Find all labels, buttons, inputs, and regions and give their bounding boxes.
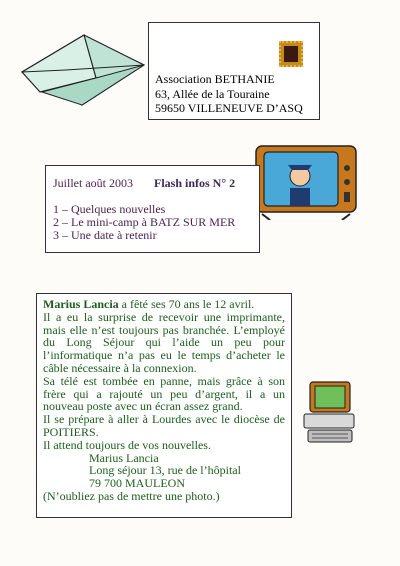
list-item: 2 – Le mini-camp à BATZ SUR MER (53, 215, 236, 229)
intro-text: a fêté ses 70 ans le 12 avril. (118, 297, 255, 311)
issue-date: Juillet août 2003 (53, 176, 133, 190)
contents-list (53, 203, 235, 242)
address-line: 63, Allée de la Touraine (155, 86, 270, 101)
list-item: 3 – Une date à retenir (53, 228, 157, 242)
paragraph: Il a eu la surprise de recevoir une imprimante, mais elle n’est toujours pas branchée. L’employé du Long Séjour qui l’aide un peu pour l’informatique n’a pas eu le temps d’acheter le câble nécessaire à la connexion. (43, 309, 285, 375)
article-subject: Marius Lancia (43, 297, 119, 311)
address-line: Association BETHANIE (155, 72, 275, 86)
stamp-icon (279, 41, 303, 67)
address-line: 59650 VILLENEUVE D’ASQ (155, 101, 303, 115)
computer-icon (298, 378, 358, 448)
article-intro (43, 298, 285, 311)
address-block (155, 72, 303, 116)
address-card (148, 22, 320, 120)
television-icon (252, 140, 362, 220)
news-article (36, 293, 292, 518)
paragraph: Il attend toujours de vos nouvelles. (43, 437, 211, 452)
flash-title: Flash infos N° 2 (154, 176, 236, 190)
photo-note: (N’oubliez pas de mettre une photo.) (43, 488, 220, 503)
list-item: 1 – Quelques nouvelles (53, 202, 166, 216)
contact-line: 79 700 MAULEON (89, 476, 185, 491)
paragraph: Il se prépare à aller à Lourdes avec le diocèse de POITIERS. (43, 412, 285, 439)
flash-infos-card (45, 165, 260, 253)
contact-line: Marius Lancia (89, 450, 159, 465)
envelope-icon (12, 30, 152, 110)
paragraph: Sa télé est tombée en panne, mais grâce à son frère qui a rajouté un peu d’argent, il a un nouveau poste avec un écran assez grand. (43, 373, 285, 414)
contact-line: Long séjour 13, rue de l’hôpital (89, 463, 241, 478)
